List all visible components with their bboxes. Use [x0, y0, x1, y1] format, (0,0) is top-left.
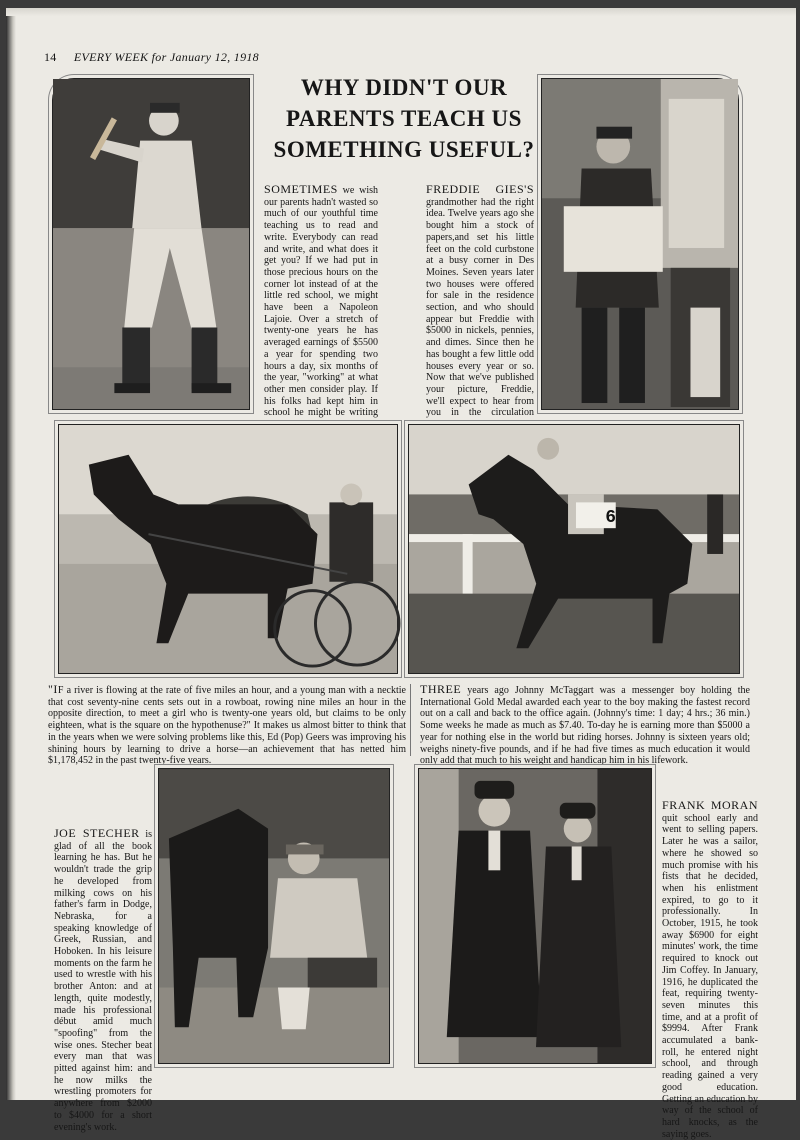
magazine-page [6, 8, 796, 1140]
harness-racing-photo [58, 424, 398, 674]
article-body: grandmother had the right idea. Twelve years ago she bought him a stock of papers,and set his little feet on the cold curbstone at a busy corner in Des Moines. Seven years later two houses were offered for sale in the residence section, and who should appear but Freddie with $5000 in nickels, pennies, and dimes. Since then he has bought a few little odd houses every year or so. Now that we've published your picture, Freddie, we'll expect to hear from you in the circulation [426, 196, 534, 419]
drop-initial: "I [48, 682, 58, 696]
publication-line: EVERY WEEK for January 12, 1918 [73, 50, 259, 64]
lead-caps: OMETIMES [271, 182, 338, 196]
lead-caps: HREE [427, 682, 462, 696]
article-body: is glad of all the book learning he has. But he wouldn't trade the grip he developed from milking cows on his father's farm in Dodge, Nebraska, for a speaking knowledge of Greek, Russian, and Hoboken. In his leisure moments on the farm he used to wrestle with his brother Anton: and at length, quite modestly, made his professional début amid much "spoofing" from the wise ones. Stecher beat every man that was pitted against him: and he now milks the wrestling promoters for anywhere from $2000 to $4000 for a short evening's work. [54, 829, 152, 1133]
drop-initial: F [426, 182, 434, 196]
article-moran [662, 800, 758, 1140]
harness-scene [59, 425, 397, 673]
article-mctaggart [420, 684, 750, 767]
milking-scene [159, 769, 389, 1063]
headline: WHY DIDN'T OUR PARENTS TEACH US SOMETHING USEFUL? [273, 75, 535, 162]
article-gies [426, 184, 534, 454]
newsboy-photo [541, 78, 739, 410]
jockey-photo [408, 424, 740, 674]
page-top-edge [6, 8, 796, 16]
page-number: 14 [44, 50, 57, 64]
column-rule [410, 684, 411, 756]
svg-text:6: 6 [605, 506, 616, 527]
article-body: F a river is flowing at the rate of five miles an hour, and a young man with a necktie that cost seventy-nine cents sets out in a rowboat, rowing nine miles an hour in the opposite direction, to meet a girl who is twenty-one years old, but claims to be only eighteen, what is the square on the hypothenuse?" It makes us almost bitter to think that in the years when we were solving problems like this, Ed (Pop) Geers was improving his shining hours by learning to drive a horse—an achievement that has netted him $1,178,452 in the past twenty-five years. [48, 685, 406, 767]
two-men-scene [419, 769, 651, 1063]
article-body: we wish our parents hadn't wasted so much of our youthful time teaching us to read and write. Everybody can read and write, and what does it get you? If we had put in those precious hours on the corner lot instead of at the little red school, we might have been a Napoleon Lajoie. Over a stretch of twenty-one years he has averaged earnings of $5500 a year for spending two hours a day, six months of the year, "working" at what other men consider play. If his folks had kept him in school he might be writing [264, 185, 378, 419]
jockey-scene [409, 425, 739, 673]
article-geers [48, 684, 406, 767]
lead-caps: OE STECHER [59, 826, 140, 840]
two-men-photo [418, 768, 652, 1064]
drop-initial: T [420, 682, 428, 696]
milking-cow-photo [158, 768, 390, 1064]
page-binding-edge [6, 8, 16, 1100]
drop-initial: F [662, 798, 670, 812]
lead-caps: RANK MORAN [669, 798, 758, 812]
page-header [44, 50, 259, 65]
article-body: years ago Johnny McTaggart was a messenger boy holding the International Gold Medal awarded each year to the boy making the fastest record out on a call and back to the office again. (Johnny's time: 1 day; 4 hrs.; 36 min.) Some weeks he made as much as $7.40. To-day he is earning more than $5000 a year for nothing else in the world but riding horses. Johnny is sixteen years old; weighs ninety-five pounds, and if he had five times as much education it would only add that much to his weight and handicap him in his lifework. [420, 685, 750, 767]
article-stecher [54, 828, 152, 1133]
baseball-scene [53, 79, 249, 409]
newsboy-scene [542, 79, 738, 409]
article-body: quit school early and went to selling papers. Later he was a sailor, where he showed so much promise with his fists that he decided, when his enlistment expired, to go to it professionally. In October, 1915, he took away $6900 for eight minutes' work, the time required to knock out Jim Coffey. In January, 1916, he duplicated the feat, requiring twenty-seven minutes this time, and at a profit of $9994. After Frank accumulated a bank-roll, he entered night school, and through reading gained a very good education. Getting an education by way of the school of hard knocks, as the saying goes. [662, 812, 758, 1140]
drop-initial: J [54, 826, 60, 840]
baseball-player-photo [52, 78, 250, 410]
drop-initial: S [264, 182, 272, 196]
lead-caps: REDDIE GIES'S [433, 182, 534, 196]
